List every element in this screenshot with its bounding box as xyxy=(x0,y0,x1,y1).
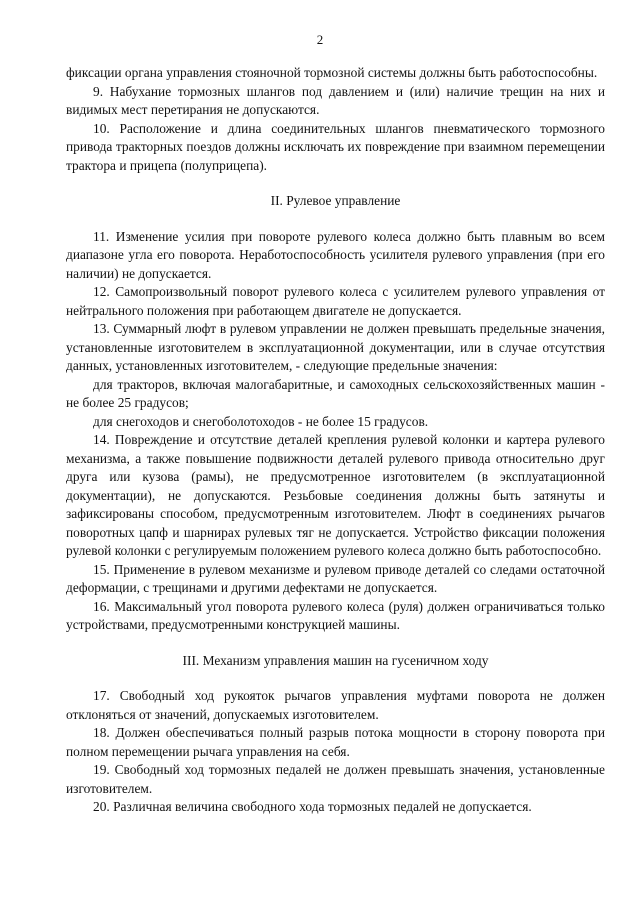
paragraph-13-tractors: для тракторов, включая малогабаритные, и самоходных сельскохозяйственных машин - не более 25 градусов; xyxy=(66,376,605,410)
paragraph-13-snowmobiles: для снегоходов и снегоболотоходов - не более 15 градусов. xyxy=(93,413,429,429)
paragraph-18: 18. Должен обеспечиваться полный разрыв потока мощности в сторону поворота при полном перемещении рычага управления на себя. xyxy=(66,725,605,759)
paragraph-14: 14. Повреждение и отсутствие деталей крепления рулевой колонки и картера рулевого механизма, а также повышение подвижности деталей рулевого привода относительно друг друга или кузова (рамы), не предусмотренное изготовителем (в эксплуатационной документации), не допускаются. Резьбовые соединения должны быть затянуты и зафиксированы способом, предусмотренным изготовителем. Люфт в соединениях рычагов поворотных цапф и шарнирах рулевых тяг не допускается. Устройство фиксации положения рулевой колонки с регулируемым положением рулевого колеса должно быть работоспособно. xyxy=(66,432,605,558)
section-heading-steering: II. Рулевое управление xyxy=(270,193,401,208)
page-number: 2 xyxy=(316,32,324,47)
document-body xyxy=(66,64,605,817)
continuation-paragraph: фиксации органа управления стояночной тормозной системы должны быть работоспособны. xyxy=(66,65,598,80)
paragraph-17: 17. Свободный ход рукояток рычагов управления муфтами поворота не должен отклоняться от значений, допускаемых изготовителем. xyxy=(66,688,605,722)
paragraph-10: 10. Расположение и длина соединительных шлангов пневматического тормозного привода тракторных поездов должны исключать их повреждение при взаимном перемещении трактора и прицепа (полуприцепа). xyxy=(66,120,605,173)
paragraph-11: 11. Изменение усилия при повороте рулевого колеса должно быть плавным во всем диапазоне угла его поворота. Неработоспособность усилителя рулевого управления (при его наличии) не допускается. xyxy=(66,228,605,281)
paragraph-20: 20. Различная величина свободного хода тормозных педалей не допускается. xyxy=(93,799,532,814)
paragraph-9: 9. Набухание тормозных шлангов под давлением и (или) наличие трещин на них и видимых мест перетирания не допускаются. xyxy=(66,83,605,117)
paragraph-19: 19. Свободный ход тормозных педалей не должен превышать значения, установленные изготовителем. xyxy=(66,762,605,796)
section-heading-tracked: III. Механизм управления машин на гусеничном ходу xyxy=(182,652,489,668)
paragraph-12: 12. Самопроизвольный поворот рулевого колеса с усилителем рулевого управления от нейтрального положения при работающем двигателе не допускается. xyxy=(66,284,605,318)
paragraph-13: 13. Суммарный люфт в рулевом управлении не должен превышать предельные значения, установленные изготовителем в эксплуатационной документации, или в случае отсутствия данных, установленных изготовителем, - следующие предельные значения: xyxy=(66,321,605,373)
paragraph-16: 16. Максимальный угол поворота рулевого колеса (руля) должен ограничиваться только устройствами, предусмотренными конструкцией машины. xyxy=(66,598,605,632)
paragraph-15: 15. Применение в рулевом механизме и рулевом приводе деталей со следами остаточной деформации, с трещинами и другими дефектами не допускается. xyxy=(66,561,605,595)
